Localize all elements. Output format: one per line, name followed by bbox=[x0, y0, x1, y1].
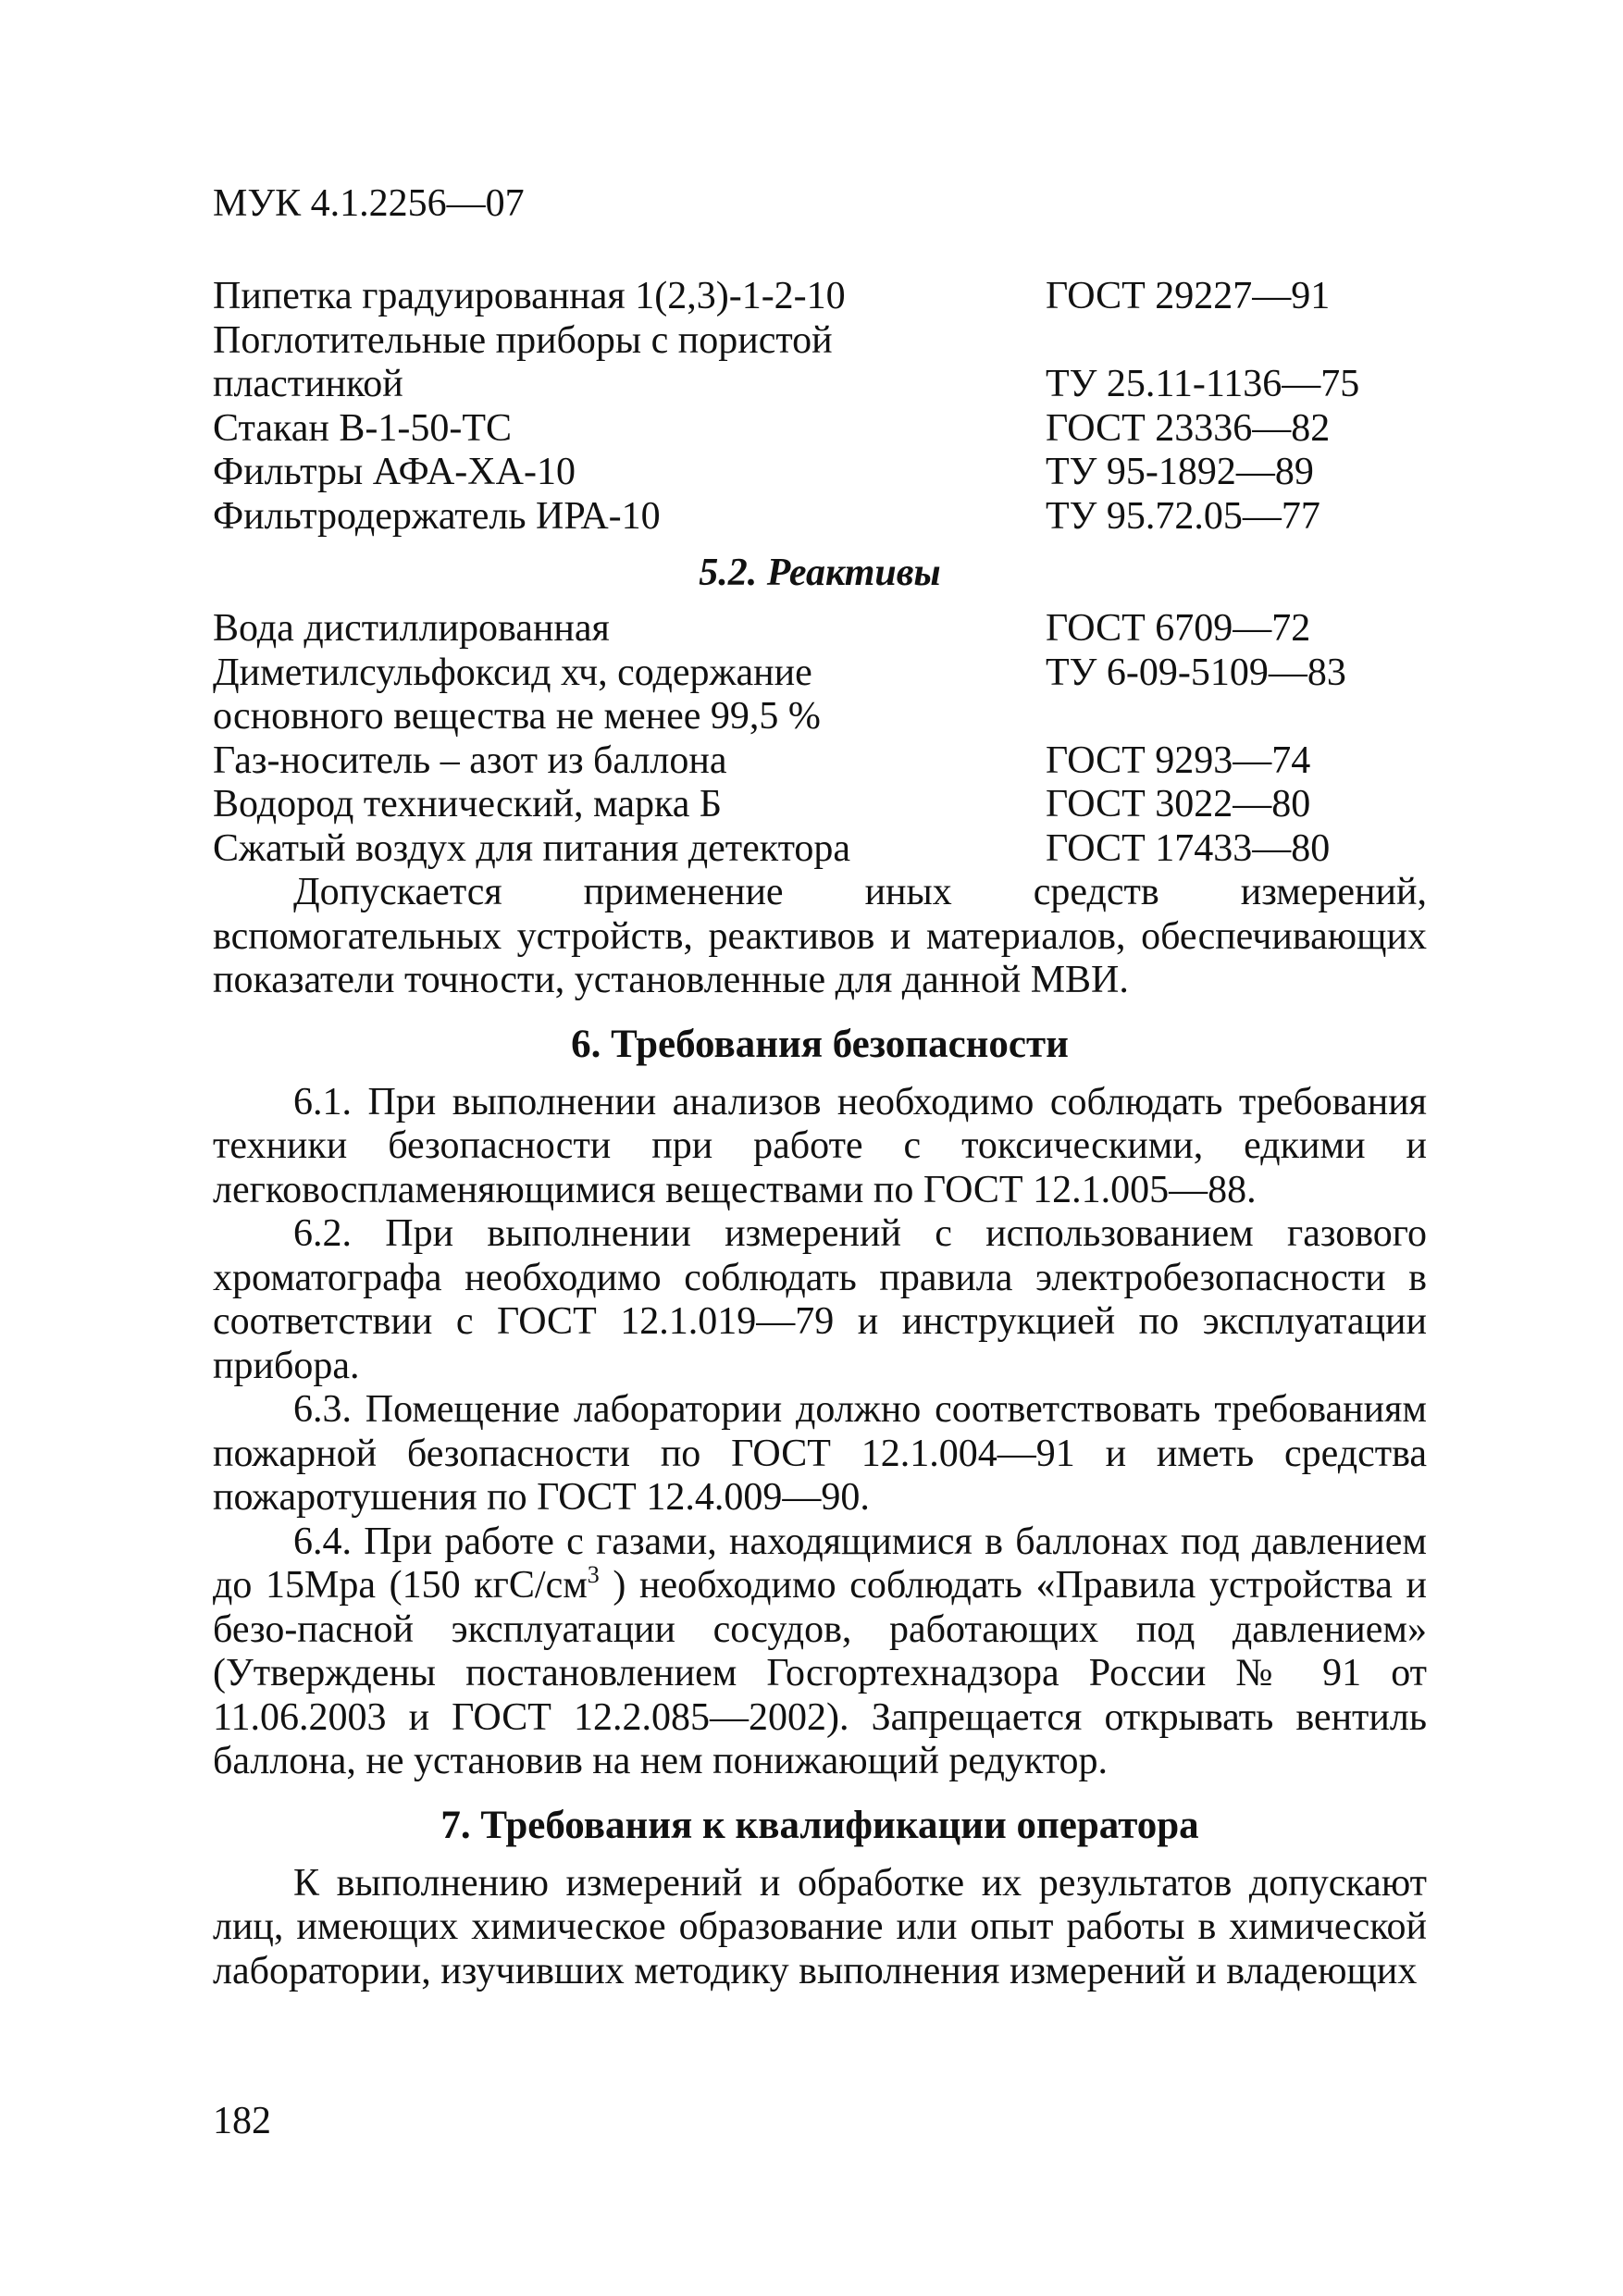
reagent-name: Газ-носитель – азот из баллона bbox=[213, 738, 727, 782]
equipment-standard: ГОСТ 23336—82 bbox=[1046, 406, 1331, 450]
equipment-name: Пипетка градуированная 1(2,3)-1-2-10 bbox=[213, 275, 846, 317]
equipment-standard bbox=[1046, 319, 1427, 364]
equipment-standard: ТУ 95.72.05—77 bbox=[1046, 494, 1320, 538]
equipment-row bbox=[213, 495, 1427, 540]
section-6-paragraph-1: 6.1. При выполнении анализов необходимо соблюдать требования техники безопасности при работе с токсическими, едкими и легковоспламеняющимися веществами по ГОСТ 12.1.005—88. bbox=[213, 1080, 1427, 1211]
reagent-standard: ГОСТ 17433—80 bbox=[1046, 826, 1331, 870]
reagent-row bbox=[213, 652, 1427, 696]
reagent-standard: ТУ 6-09-5109—83 bbox=[1046, 651, 1346, 694]
reagent-name: основного вещества не менее 99,5 % bbox=[213, 695, 821, 738]
equipment-name: Фильтры АФА-ХА-10 bbox=[213, 451, 576, 493]
section-6-title: 6. Требования безопасности bbox=[571, 1022, 1069, 1066]
superscript-exponent: 3 bbox=[587, 1561, 600, 1588]
section-6-paragraph-4 bbox=[213, 1520, 1427, 1784]
reagent-row bbox=[213, 783, 1427, 827]
page-number: 182 bbox=[213, 2100, 271, 2142]
section-7-paragraph-1: К выполнению измерений и обработке их результатов допускают лиц, имеющих химическое образование или опыт работы в химической лаборатории, изучивших методику выполнения измерений и владеющих bbox=[213, 1861, 1427, 1992]
section-6-paragraph-3 bbox=[213, 1388, 1427, 1520]
equipment-list bbox=[213, 275, 1427, 539]
reagent-row bbox=[213, 827, 1427, 872]
reagents-subheading: 5.2. Реактивы bbox=[699, 552, 941, 594]
equipment-name: Поглотительные приборы с пористой bbox=[213, 318, 833, 362]
allowance-paragraph: Допускается применение иных средств измерений, вспомогательных устройств, реактивов и материалов, обеспечивающих показатели точности, установленные для данной МВИ. bbox=[213, 871, 1427, 1001]
reagent-name: Диметилсульфоксид хч, содержание bbox=[213, 651, 812, 694]
paragraph-text-start: 6.4. При работе с газами, находящимися в баллонах под давлением до 15Мра (150 кгС/см bbox=[213, 1520, 1427, 1607]
equipment-row bbox=[213, 319, 1427, 364]
reagent-row bbox=[213, 607, 1427, 652]
reagent-row bbox=[213, 739, 1427, 784]
equipment-row bbox=[213, 451, 1427, 495]
reagent-standard: ГОСТ 6709—72 bbox=[1046, 607, 1311, 650]
page-content bbox=[213, 275, 1427, 1993]
reagent-name: Водород технический, марка Б bbox=[213, 783, 722, 825]
reagents-list bbox=[213, 607, 1427, 871]
equipment-standard: ТУ 25.11-1136—75 bbox=[1046, 363, 1360, 405]
equipment-name: пластинкой bbox=[213, 363, 403, 405]
paragraph-text-end: ) необходимо соблюдать «Правила устройства и безо-пасной эксплуатации сосудов, работающих под давлением» (Утверждены постановлением Госгортехнадзора России № 91 от 11.06.2003 и ГОСТ 12.2.085—2002). Запрещается открывать вентиль баллона, не установив на нем понижающий редуктор. bbox=[213, 1564, 1427, 1782]
reagent-name: Вода дистиллированная bbox=[213, 607, 610, 650]
equipment-name: Стакан В-1-50-ТС bbox=[213, 406, 512, 450]
equipment-row bbox=[213, 407, 1427, 452]
reagent-row bbox=[213, 695, 1427, 739]
equipment-row bbox=[213, 275, 1427, 319]
reagent-standard bbox=[1046, 695, 1427, 739]
equipment-standard: ГОСТ 29227—91 bbox=[1046, 275, 1331, 317]
equipment-name: Фильтродержатель ИРА-10 bbox=[213, 494, 661, 538]
reagent-name: Сжатый воздух для питания детектора bbox=[213, 826, 851, 870]
document-code-header: МУК 4.1.2256—07 bbox=[213, 182, 525, 225]
equipment-row bbox=[213, 363, 1427, 407]
equipment-standard: ТУ 95-1892—89 bbox=[1046, 451, 1314, 493]
section-7-title: 7. Требования к квалификации оператора bbox=[440, 1803, 1199, 1847]
paragraph-text: . Помещение лаборатории должно соответствовать требованиям пожарной безопасности по ГОСТ 12.1.004—91 и иметь средства пожаротушения по ГОСТ 12.4.009—90. bbox=[213, 1388, 1427, 1519]
reagent-standard: ГОСТ 3022—80 bbox=[1046, 783, 1311, 825]
reagent-standard: ГОСТ 9293—74 bbox=[1046, 738, 1311, 782]
section-6-paragraph-2: 6.2. При выполнении измерений с использованием газового хроматографа необходимо соблюдать правила электробезопасности в соответствии с ГОСТ 12.1.019—79 и инструкцией по эксплуатации прибора. bbox=[213, 1212, 1427, 1387]
paragraph-number: 6.3 bbox=[293, 1388, 342, 1431]
